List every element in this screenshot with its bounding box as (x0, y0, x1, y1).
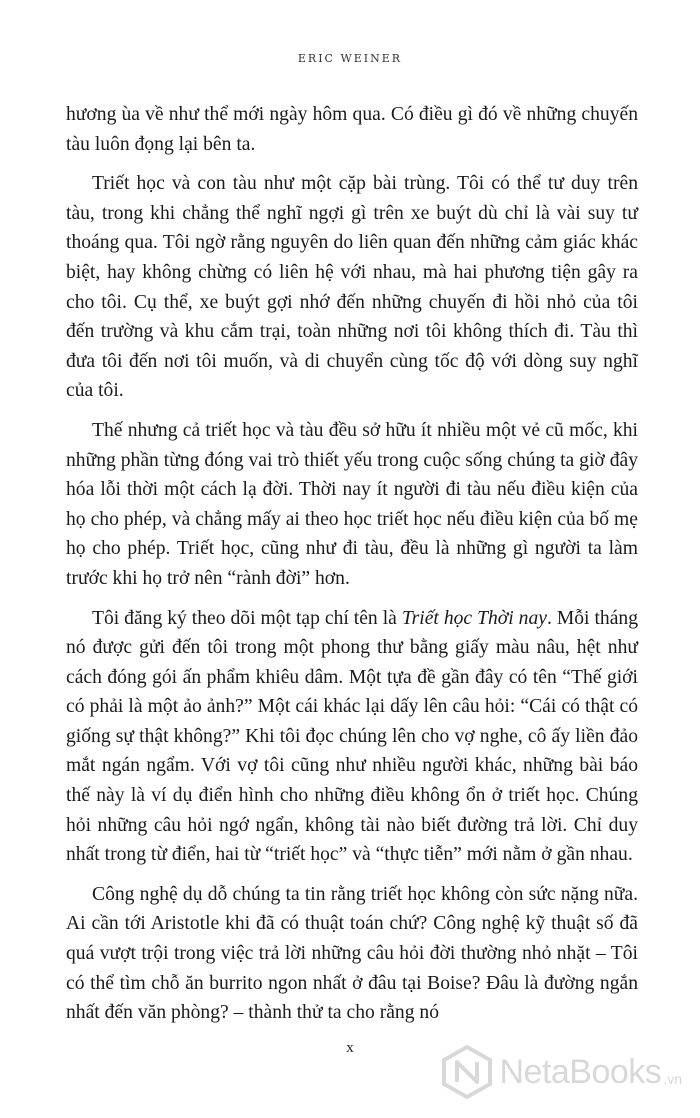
netabooks-logo-icon (439, 1044, 495, 1100)
watermark-suffix: .vn (663, 1071, 682, 1087)
paragraph: Công nghệ dụ dỗ chúng ta tin rằng triết học không còn sức nặng nữa. Ai cần tới Aristotle khi đã có thuật toán chứ? Công nghệ kỹ thuật số đã quá vượt trội trong việc trả lời những câu hỏi đời thường nhỏ nhặt – Tôi có thể tìm chỗ ăn burrito ngon nhất ở đâu tại Boise? Đâu là đường ngắn nhất đến văn phòng? – thành thử ta cho rằng nó (66, 883, 638, 1024)
paragraph: Thế nhưng cả triết học và tàu đều sở hữu ít nhiều một vẻ cũ mốc, khi những phần từng đóng vai trò thiết yếu trong cuộc sống chúng ta giờ đây hóa lỗi thời một cách lạ đời. Thời nay ít người đi tàu nếu điều kiện của họ cho phép, và chẳng mấy ai theo học triết học nếu điều kiện của bố mẹ họ cho phép. Triết học, cũng như đi tàu, đều là những gì người ta làm trước khi họ trở nên “rành đời” hơn. (66, 419, 638, 589)
magazine-title: Triết học Thời nay (401, 607, 547, 629)
running-head: ERIC WEINER (297, 52, 403, 65)
paragraph: hương ùa về như thể mới ngày hôm qua. Có điều gì đó về những chuyến tàu luôn đọng lại bên ta. (66, 104, 638, 155)
paragraph-text: Tôi đăng ký theo dõi một tạp chí tên là (92, 607, 402, 629)
page-number: x (346, 1040, 354, 1056)
paragraph (66, 604, 638, 870)
paragraph: Triết học và con tàu như một cặp bài trùng. Tôi có thể tư duy trên tàu, trong khi chẳng thể nghĩ ngợi gì trên xe buýt dù chỉ là vài suy tư thoáng qua. Tôi ngờ rằng nguyên do liên quan đến những cảm giác khác biệt, hay không chừng có liên hệ với nhau, mà hai phương tiện gây ra cho tôi. Cụ thể, xe buýt gợi nhớ đến những chuyến đi hồi nhỏ của tôi đến trường và khu cắm trại, toàn những nơi tôi không thích đi. Tàu thì đưa tôi đến nơi tôi muốn, và di chuyển cùng tốc độ với dòng suy nghĩ của tôi. (66, 173, 638, 402)
watermark-brand: NetaBooks (499, 1052, 662, 1091)
watermark (439, 1044, 682, 1100)
body-text (66, 100, 638, 1038)
paragraph-text: . Mỗi tháng nó được gửi đến tôi trong một phong thư bằng giấy màu nâu, hệt như cách đóng gói ấn phẩm khiêu dâm. Một tựa đề gần đây có tên “Thế giới có phải là một ảo ảnh?” Một cái khác lại dấy lên câu hỏi: “Cái có thật có giống sự thật không?” Khi tôi đọc chúng lên cho vợ nghe, cô ấy liền đảo mắt ngán ngẩm. Với vợ tôi cũng như nhiều người khác, những bài báo thế này là ví dụ điển hình cho những điều không ổn ở triết học. Chúng hỏi những câu hỏi ngớ ngẩn, không tài nào biết đường trả lời. Chỉ duy nhất trong từ điển, hai từ “triết học” và “thực tiễn” mới nằm ở gần nhau. (66, 607, 638, 866)
